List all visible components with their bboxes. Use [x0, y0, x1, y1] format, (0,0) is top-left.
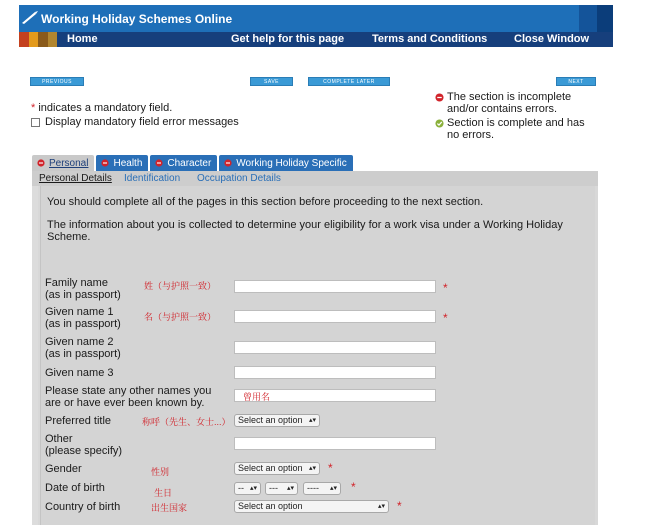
family-name-label: Family name (as in passport) [45, 277, 121, 301]
gender-note: 性别 [151, 467, 170, 477]
section-tabs [32, 155, 353, 171]
color-block [29, 32, 38, 47]
required-marker: * [397, 499, 402, 513]
site-title: Working Holiday Schemes Online [41, 12, 233, 26]
legend-complete: Section is complete and has no errors. [435, 117, 595, 141]
given-name-1-field[interactable] [234, 310, 436, 323]
color-block [38, 32, 48, 47]
nav-terms-link[interactable]: Terms and Conditions [372, 33, 488, 45]
preferred-title-label: Preferred title [45, 415, 112, 427]
given-name-1-note: 名（与护照一致） [144, 312, 217, 322]
nav-bar [19, 32, 613, 47]
save-button[interactable]: SAVE [250, 77, 293, 86]
given-name-2-field[interactable] [234, 341, 436, 354]
other-names-label: Please state any other names you are or have ever been known by. [45, 385, 212, 409]
family-name-field[interactable] [234, 280, 436, 293]
fern-logo-icon [21, 9, 39, 27]
display-errors-option[interactable] [31, 116, 239, 128]
nav-help-link[interactable]: Get help for this page [231, 33, 345, 45]
intro-paragraph: The information about you is collected to determine your eligibility for a work visa under a Working Holiday Scheme. [47, 219, 563, 243]
legend-incomplete: The section is incomplete and/or contains errors. [435, 91, 595, 115]
header-decoration [597, 5, 613, 32]
gender-label: Gender [45, 463, 82, 475]
header-decoration [579, 5, 597, 32]
other-title-label: Other (please specify) [45, 433, 123, 457]
nav-close-window-link[interactable]: Close Window [514, 33, 590, 45]
tab-health[interactable]: Health [96, 155, 148, 171]
preferred-title-select[interactable]: Select an option ▴▾ [234, 414, 320, 427]
required-marker: * [443, 281, 448, 295]
subnav-identification[interactable]: Identification [124, 173, 181, 184]
error-icon [435, 93, 444, 102]
brand-bar [19, 5, 579, 32]
given-name-1-label: Given name 1 (as in passport) [45, 306, 121, 330]
subnav-personal-details[interactable]: Personal Details [39, 173, 112, 184]
select-arrows-icon: ▴▾ [329, 485, 337, 492]
sub-navigation [32, 171, 598, 186]
select-arrows-icon: ▴▾ [286, 485, 294, 492]
error-icon [101, 159, 109, 167]
select-arrows-icon: ▴▾ [377, 503, 385, 510]
required-marker: * [443, 311, 448, 325]
select-arrows-icon: ▴▾ [308, 417, 316, 424]
given-name-3-label: Given name 3 [45, 367, 114, 379]
tab-personal[interactable]: Personal [32, 155, 94, 171]
required-marker: * [351, 480, 356, 494]
dob-month-select[interactable]: --- ▴▾ [265, 482, 298, 495]
mandatory-note: * indicates a mandatory field. [31, 102, 173, 114]
country-of-birth-label: Country of birth [45, 501, 121, 513]
color-block [19, 32, 29, 47]
error-icon [37, 159, 45, 167]
other-names-note: 曾用名 [243, 392, 271, 402]
select-arrows-icon: ▴▾ [249, 485, 257, 492]
display-errors-checkbox[interactable] [31, 118, 40, 127]
select-arrows-icon: ▴▾ [308, 465, 316, 472]
check-icon [435, 119, 444, 128]
given-name-2-label: Given name 2 (as in passport) [45, 336, 121, 360]
family-name-note: 姓（与护照一致） [144, 281, 217, 291]
country-of-birth-note: 出生国家 [151, 503, 188, 513]
error-icon [224, 159, 232, 167]
subnav-occupation-details[interactable]: Occupation Details [197, 173, 281, 184]
previous-button[interactable]: PREVIOUS [30, 77, 84, 86]
other-title-field[interactable] [234, 437, 436, 450]
site-header [19, 5, 613, 47]
nav-home-link[interactable]: Home [67, 33, 98, 45]
given-name-3-field[interactable] [234, 366, 436, 379]
dob-year-select[interactable]: ---- ▴▾ [303, 482, 341, 495]
error-icon [155, 159, 163, 167]
color-block [48, 32, 57, 47]
tab-character[interactable]: Character [150, 155, 217, 171]
tab-working-holiday-specific[interactable]: Working Holiday Specific [219, 155, 352, 171]
intro-paragraph: You should complete all of the pages in this section before proceeding to the next section. [47, 196, 484, 208]
preferred-title-note: 称呼（先生、女士...） [142, 417, 231, 427]
dob-day-select[interactable]: -- ▴▾ [234, 482, 261, 495]
required-marker: * [328, 461, 333, 475]
next-button[interactable]: NEXT [556, 77, 596, 86]
country-of-birth-select[interactable]: Select an option ▴▾ [234, 500, 389, 513]
dob-note: 生日 [154, 488, 173, 498]
gender-select[interactable]: Select an option ▴▾ [234, 462, 320, 475]
complete-later-button[interactable]: COMPLETE LATER [308, 77, 390, 86]
display-errors-label: Display mandatory field error messages [45, 116, 239, 128]
dob-label: Date of birth [45, 482, 105, 494]
